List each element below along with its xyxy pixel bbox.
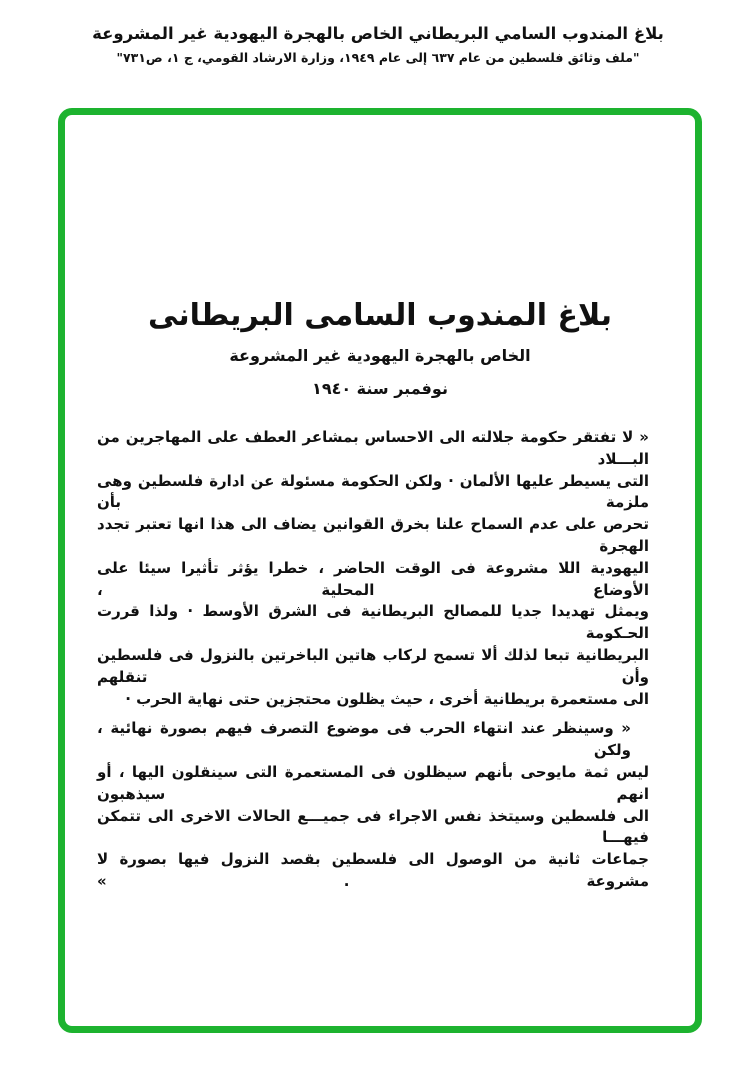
paragraph-2-line-1: « وسينظر عند انتهاء الحرب فى موضوع التصرف فيهم بصورة نهائية ، ولكن xyxy=(97,719,631,760)
paragraph-2-line-4: جماعات ثانية من الوصول الى فلسطين بقصد النزول فيها بصورة لا مشروعة . » xyxy=(97,850,649,890)
document-title: بلاغ المندوب السامى البريطانى xyxy=(148,298,612,333)
paragraph-1-line-5: ويمثل تهديدا جديا للمصالح البريطانية فى الشرق الأوسط · ولذا قررت الحـكومة xyxy=(97,602,649,643)
paragraph-1-line-1: « لا تفتقر حكومة جلالته الى الاحساس بمشاعر العطف على المهاجرين من البـــلاد xyxy=(97,428,649,468)
paragraph-1-line-4: اليهودية اللا مشروعة فى الوقت الحاضر ، خطرا يؤثر تأثيرا سيئا على الأوضاع المحلية ، xyxy=(97,558,649,599)
paragraph-2 xyxy=(97,718,649,892)
paragraph-1-line-7: الى مستعمرة بريطانية أخرى ، حيث يظلون محتجزين حتى نهاية الحرب · xyxy=(125,689,649,708)
document-green-frame xyxy=(58,108,702,1033)
document-date: نوفمبر سنة ١٩٤٠ xyxy=(312,379,448,398)
paragraph-1 xyxy=(97,427,649,710)
document-body xyxy=(97,427,649,893)
document-subtitle: الخاص بالهجرة اليهودية غير المشروعة xyxy=(229,346,531,365)
paragraph-1-line-6: البريطانية تبعا لذلك ألا تسمح لركاب هاتين الباخرتين بالنزول فى فلسطين وأن تنقلهم xyxy=(97,645,649,686)
page-header xyxy=(0,24,756,65)
paragraph-1-line-2: التى يسيطر عليها الألمان · ولكن الحكومة مسئولة عن ادارة فلسطين وهى ملزمة بأن xyxy=(97,471,649,512)
paragraph-1-line-3: تحرص على عدم السماح علنا بخرق القوانين يضاف الى هذا انها تعتبر تجدد الهجرة xyxy=(97,515,649,555)
paragraph-2-line-2: ليس ثمة مايوحى بأنهم سيظلون فى المستعمرة التى سينقلون اليها ، أو انهم سيذهبون xyxy=(97,762,649,803)
page-header-source-citation: "ملف وثائق فلسطين من عام ٦٣٧ إلى عام ١٩٤٩، وزارة الارشاد القومي، ج ١، ص٧٣١" xyxy=(116,50,640,65)
page-header-title: بلاغ المندوب السامي البريطاني الخاص بالهجرة اليهودية غير المشروعة xyxy=(92,24,664,43)
paragraph-2-line-3: الى فلسطين وسيتخذ نفس الاجراء فى جميـــع الحالات الاخرى الى تتمكن فيهـــا xyxy=(97,806,649,847)
